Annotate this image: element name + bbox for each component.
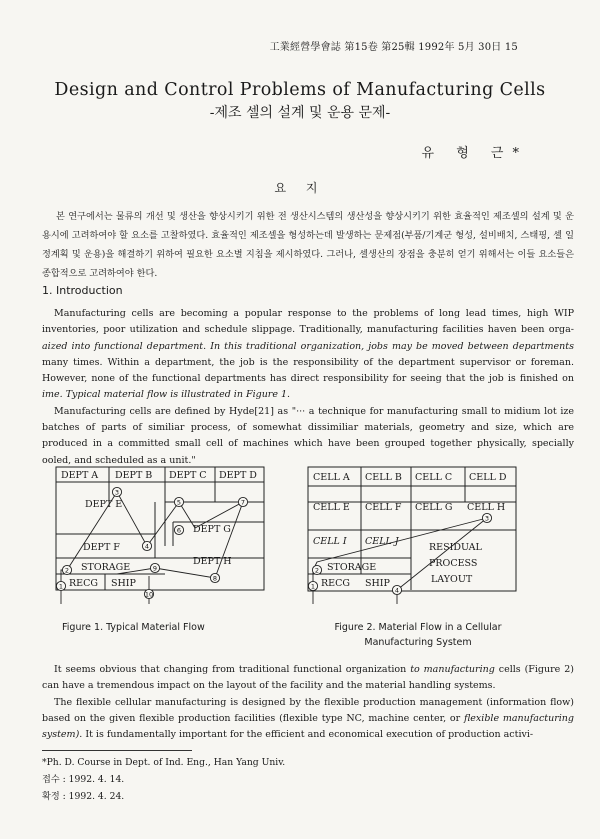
section-heading: 1. Introduction [42,284,123,297]
paragraph [42,695,574,744]
label-cell-a: CELL A [313,472,350,483]
label-cell-g: CELL G [415,502,453,513]
abstract-text: 본 연구에서는 물류의 개선 및 생산을 향상시키기 위한 전 생산시스템의 생산성을 향상시키기 위한 효율적인 제조셀의 설계 및 운용시에 고려하여야 할 요소를 고찰하였다. 효율적인 제조셀을 형성하는데 발생하는 문제점(부품/기계군 형성, 설비배치, 스태핑, 셀 일정계획 및 운용)을 해결하기 위하여 필요한 요소별 지침을 제시하였다. 그러나, 셀생산의 장점을 충분히 얻기 위해서는 이들 요소들은 종합적으로 고려하여야 한다. [42,211,574,279]
label-dept-c: DEPT C [169,470,207,481]
label-residual-line3: LAYOUT [431,574,473,585]
paragraph-text: It is fundamentally important for the efficient and economical execution of production activi- [85,729,534,741]
flow-node-label: 6 [176,526,182,535]
paragraph: Manufacturing cells are defined by Hyde[21] as "··· a technique for manufacturing small to midium lot ize batches of parts of similiar process, of somewhat dissimiliar materials, geometry and size, which are produced in a committed small cell of machines which have been grouped together physically, specially ooled, and scheduled as a unit." [42,405,574,466]
paragraph-text-italic: flexible manufacturing system). [42,712,574,741]
paragraph-text: It seems obvious that changing from traditional functional organization [54,664,407,675]
abstract [42,207,574,283]
paragraph [42,306,574,404]
label-cell-e: CELL E [313,502,350,513]
label-cell-b: CELL B [365,472,402,483]
figure-1-caption: Figure 1. Typical Material Flow [62,622,205,633]
label-cell-f: CELL F [365,502,402,513]
paragraph-text-italic: ime. Typical material flow is illustrated in Figure 1. [42,389,291,401]
label-ship: SHIP [365,578,390,589]
flow-node-label: 3 [484,514,490,523]
label-dept-f: DEPT F [83,542,120,553]
label-dept-g: DEPT G [193,524,231,535]
label-cell-d: CELL D [469,472,507,483]
flow-node-label: 9 [152,564,158,573]
flow-node-label: 8 [212,574,218,583]
flow-node-label: 3 [114,488,120,497]
body-text-top [42,306,574,469]
paragraph-text-italic: aized into functional department. In this traditional organization, jobs may be moved between departments [42,340,574,352]
footnote-rule [42,750,192,751]
label-dept-h: DEPT H [193,556,232,567]
footnote-received: 접수 : 1992. 4. 14. [42,774,125,785]
figure-2-caption [308,620,528,650]
flow-node-label: 2 [64,566,70,575]
abstract-heading: 요 지 [274,181,326,195]
paragraph-text: cells (Figure 2) can have a tremendous impact on the layout of the facility and the material handling systems. [42,664,574,692]
author: 유 형 근* [421,146,528,161]
figure-2-caption-line1: Figure 2. Material Flow in a Cellular [334,622,502,633]
flow-node-label: 7 [240,498,246,507]
label-storage: STORAGE [327,562,377,573]
paragraph-text: many times. Within a department, the job is the responsibility of the department supervisor or foreman. However, none of the functional departments has direct responsibility for seeing that the job is finished on [42,356,574,385]
footnotes [42,754,562,805]
flow-node-label: 10 [144,590,154,599]
label-dept-d: DEPT D [219,470,257,481]
label-cell-h: CELL H [467,502,506,513]
label-cell-c: CELL C [415,472,453,483]
flow-node-label: 4 [144,542,150,551]
figure-2-diagram [307,466,517,606]
label-residual-line1: RESIDUAL [429,542,482,553]
flow-node-label: 1 [58,582,64,591]
label-residual-line2: PROCESS [429,558,478,569]
label-cell-i: CELL I [313,536,347,547]
flow-node-label: 5 [176,498,182,507]
footnote-revised: 확정 : 1992. 4. 24. [42,791,125,802]
label-recg: RECG [69,578,98,589]
paper-subtitle: -제조 셀의 설계 및 운용 문제- [209,105,391,121]
paper-title: Design and Control Problems of Manufacturing Cells [54,80,546,100]
running-header: 工業經營學會誌 第15卷 第25輯 1992年 5月 30日 15 [269,42,518,53]
label-dept-a: DEPT A [61,470,99,481]
body-text-bottom [42,662,574,743]
flow-node-label: 2 [314,566,320,575]
label-storage: STORAGE [81,562,131,573]
label-ship: SHIP [111,578,136,589]
label-dept-e: DEPT E [85,499,123,510]
label-cell-j: CELL J [365,536,399,547]
flow-node-label: 1 [310,582,316,591]
paragraph-text: The flexible cellular manufacturing is designed by the flexible production management (information flow) based on the given flexible production facilities (flexible type NC, machine center, or [42,696,574,724]
figure-1-diagram [55,466,265,606]
flow-node-label: 4 [394,586,400,595]
label-dept-b: DEPT B [115,470,153,481]
footnote-affiliation: *Ph. D. Course in Dept. of Ind. Eng., Han Yang Univ. [42,757,286,768]
label-recg: RECG [321,578,350,589]
figure-2-caption-line2: Manufacturing System [364,637,472,648]
paragraph [42,662,574,695]
paragraph-text-italic: to manufacturing [410,664,495,675]
paragraph-text: Manufacturing cells are becoming a popular response to the problems of long lead times, high WIP inventories, poor utilization and schedule slippage. Traditionally, manufacturing facilities haven been orga- [42,308,574,336]
